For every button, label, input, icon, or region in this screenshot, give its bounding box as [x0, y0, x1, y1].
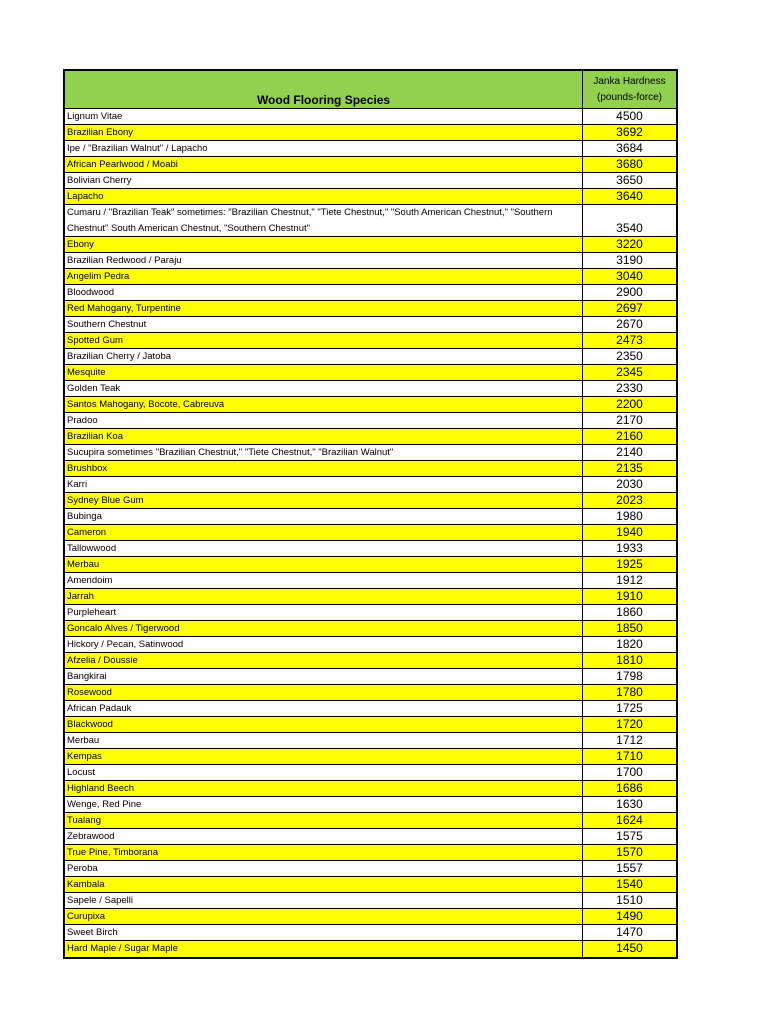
hardness-cell: 2350 [616, 349, 643, 363]
table-row [65, 333, 676, 349]
table-row [65, 669, 676, 685]
species-cell: Wenge, Red Pine [65, 797, 583, 812]
hardness-cell: 2170 [616, 413, 643, 427]
species-cell: Brazilian Ebony [65, 125, 583, 140]
table-row [65, 701, 676, 717]
species-cell: Merbau [65, 733, 583, 748]
hardness-cell: 1780 [616, 685, 643, 699]
species-cell: Cumaru / "Brazilian Teak" sometimes: "Brazilian Chestnut," "Tiete Chestnut," "South American Chestnut," "Southern Chestnut" South American Chestnut, "Southern Chestnut" [65, 205, 583, 236]
table-row [65, 477, 676, 493]
hardness-cell: 1720 [616, 717, 643, 731]
hardness-cell: 1490 [616, 909, 643, 923]
species-cell: Mesquite [65, 365, 583, 380]
table-row [65, 573, 676, 589]
species-cell: Bloodwood [65, 285, 583, 300]
species-cell: Locust [65, 765, 583, 780]
table-row [65, 413, 676, 429]
table-row [65, 397, 676, 413]
species-cell: Golden Teak [65, 381, 583, 396]
table-row [65, 909, 676, 925]
hardness-cell: 1570 [616, 845, 643, 859]
table-row [65, 493, 676, 509]
table-row [65, 877, 676, 893]
table-row [65, 765, 676, 781]
wood-hardness-table [63, 69, 678, 959]
species-cell: Lignum Vitae [65, 109, 583, 124]
hardness-cell: 2160 [616, 429, 643, 443]
hardness-cell: 1925 [616, 557, 643, 571]
hardness-cell: 1700 [616, 765, 643, 779]
hardness-cell: 1933 [616, 541, 643, 555]
table-row [65, 269, 676, 285]
hardness-cell: 1912 [616, 573, 643, 587]
species-cell: Pradoo [65, 413, 583, 428]
table-row [65, 621, 676, 637]
species-cell: Purpleheart [65, 605, 583, 620]
species-cell: Sucupira sometimes "Brazilian Chestnut," "Tiete Chestnut," "Brazilian Walnut" [65, 445, 583, 460]
hardness-cell: 1798 [616, 669, 643, 683]
table-row [65, 205, 676, 237]
table-row [65, 461, 676, 477]
table-row [65, 285, 676, 301]
hardness-cell: 1450 [616, 941, 643, 955]
hardness-cell: 2023 [616, 493, 643, 507]
table-row [65, 173, 676, 189]
species-cell: Spotted Gum [65, 333, 583, 348]
hardness-cell: 1860 [616, 605, 643, 619]
hardness-cell: 2345 [616, 365, 643, 379]
species-cell: Rosewood [65, 685, 583, 700]
table-header-row [65, 71, 676, 109]
table-row [65, 925, 676, 941]
species-cell: Sydney Blue Gum [65, 493, 583, 508]
table-row [65, 893, 676, 909]
species-cell: Jarrah [65, 589, 583, 604]
hardness-cell: 1630 [616, 797, 643, 811]
hardness-column-header [583, 71, 676, 108]
hardness-cell: 2330 [616, 381, 643, 395]
table-row [65, 157, 676, 173]
hardness-cell: 2135 [616, 461, 643, 475]
table-row [65, 717, 676, 733]
table-row [65, 749, 676, 765]
hardness-cell: 1725 [616, 701, 643, 715]
table-row [65, 429, 676, 445]
table-row [65, 125, 676, 141]
table-row [65, 381, 676, 397]
table-row [65, 317, 676, 333]
hardness-header-line2: (pounds-force) [596, 92, 663, 104]
table-row [65, 813, 676, 829]
hardness-cell: 1557 [616, 861, 643, 875]
table-row [65, 589, 676, 605]
table-row [65, 189, 676, 205]
species-cell: Merbau [65, 557, 583, 572]
hardness-cell: 2140 [616, 445, 643, 459]
table-row [65, 605, 676, 621]
species-cell: Bolivian Cherry [65, 173, 583, 188]
hardness-cell: 3680 [616, 157, 643, 171]
hardness-cell: 1820 [616, 637, 643, 651]
species-cell: Sweet Birch [65, 925, 583, 940]
hardness-cell: 1980 [616, 509, 643, 523]
species-cell: Lapacho [65, 189, 583, 204]
table-row [65, 141, 676, 157]
hardness-cell: 1850 [616, 621, 643, 635]
table-row [65, 941, 676, 957]
hardness-cell: 1686 [616, 781, 643, 795]
table-row [65, 845, 676, 861]
species-cell: Bubinga [65, 509, 583, 524]
species-cell: Sapele / Sapelli [65, 893, 583, 908]
table-row [65, 109, 676, 125]
species-cell: Cameron [65, 525, 583, 540]
species-cell: Santos Mahogany, Bocote, Cabreuva [65, 397, 583, 412]
hardness-cell: 2473 [616, 333, 643, 347]
species-cell: Brushbox [65, 461, 583, 476]
table-row [65, 781, 676, 797]
species-cell: Brazilian Koa [65, 429, 583, 444]
hardness-cell: 2030 [616, 477, 643, 491]
table-row [65, 541, 676, 557]
table-row [65, 365, 676, 381]
species-cell: True Pine, Timborana [65, 845, 583, 860]
table-body [65, 109, 676, 957]
table-row [65, 445, 676, 461]
species-cell: Amendoim [65, 573, 583, 588]
species-cell: Tallowwood [65, 541, 583, 556]
table-row [65, 637, 676, 653]
hardness-cell: 3540 [616, 221, 643, 235]
hardness-cell: 4500 [616, 109, 643, 123]
hardness-cell: 3040 [616, 269, 643, 283]
table-row [65, 829, 676, 845]
species-cell: Brazilian Cherry / Jatoba [65, 349, 583, 364]
table-row [65, 797, 676, 813]
hardness-cell: 2670 [616, 317, 643, 331]
species-cell: Southern Chestnut [65, 317, 583, 332]
species-cell: Ebony [65, 237, 583, 252]
hardness-cell: 1470 [616, 925, 643, 939]
species-cell: Curupixa [65, 909, 583, 924]
species-cell: Kambala [65, 877, 583, 892]
table-row [65, 685, 676, 701]
table-row [65, 301, 676, 317]
table-row [65, 237, 676, 253]
hardness-cell: 1712 [616, 733, 643, 747]
table-row [65, 861, 676, 877]
table-row [65, 653, 676, 669]
species-cell: Blackwood [65, 717, 583, 732]
hardness-cell: 1910 [616, 589, 643, 603]
species-cell: Karri [65, 477, 583, 492]
table-row [65, 733, 676, 749]
species-cell: Bangkirai [65, 669, 583, 684]
hardness-cell: 3190 [616, 253, 643, 267]
hardness-cell: 1624 [616, 813, 643, 827]
species-cell: African Padauk [65, 701, 583, 716]
hardness-header-line1: Janka Hardness [593, 75, 666, 87]
table-row [65, 253, 676, 269]
hardness-cell: 1940 [616, 525, 643, 539]
species-cell: Angelim Pedra [65, 269, 583, 284]
species-cell: Red Mahogany, Turpentine [65, 301, 583, 316]
hardness-cell: 1540 [616, 877, 643, 891]
table-row [65, 525, 676, 541]
hardness-cell: 1810 [616, 653, 643, 667]
species-cell: Highland Beech [65, 781, 583, 796]
hardness-cell: 3640 [616, 189, 643, 203]
species-cell: African Pearlwood / Moabi [65, 157, 583, 172]
species-cell: Tualang [65, 813, 583, 828]
hardness-cell: 3220 [616, 237, 643, 251]
hardness-cell: 2200 [616, 397, 643, 411]
hardness-cell: 1510 [616, 893, 643, 907]
species-column-header: Wood Flooring Species [65, 71, 583, 108]
species-cell: Hard Maple / Sugar Maple [65, 941, 583, 957]
species-cell: Hickory / Pecan, Satinwood [65, 637, 583, 652]
hardness-cell: 3692 [616, 125, 643, 139]
species-cell: Peroba [65, 861, 583, 876]
table-row [65, 557, 676, 573]
species-cell: Ipe / "Brazilian Walnut" / Lapacho [65, 141, 583, 156]
hardness-cell: 1575 [616, 829, 643, 843]
hardness-cell: 1710 [616, 749, 643, 763]
hardness-cell: 2900 [616, 285, 643, 299]
hardness-cell: 2697 [616, 301, 643, 315]
species-cell: Goncalo Alves / Tigerwood [65, 621, 583, 636]
table-row [65, 349, 676, 365]
species-cell: Zebrawood [65, 829, 583, 844]
table-row [65, 509, 676, 525]
species-cell: Brazilian Redwood / Paraju [65, 253, 583, 268]
species-cell: Afzelia / Doussie [65, 653, 583, 668]
hardness-cell: 3684 [616, 141, 643, 155]
hardness-cell: 3650 [616, 173, 643, 187]
species-cell: Kempas [65, 749, 583, 764]
